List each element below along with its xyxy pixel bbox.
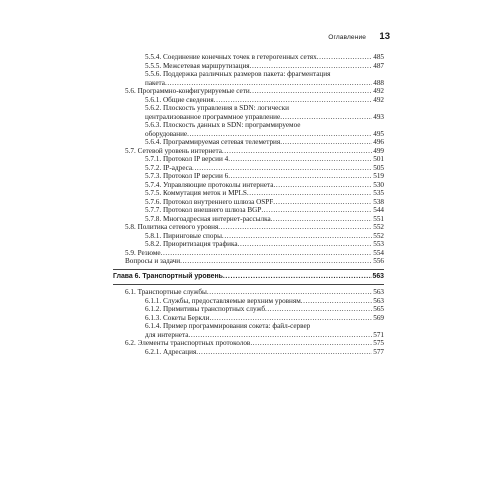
- toc-entry-page: 499: [373, 146, 384, 155]
- toc-entry-page: 571: [373, 330, 384, 339]
- toc-entry-page: 544: [373, 206, 384, 214]
- dot-leader: [280, 113, 372, 122]
- dot-leader: [238, 240, 373, 249]
- toc-entry[interactable]: [113, 257, 384, 266]
- toc-entry-page: 552: [373, 223, 384, 231]
- page-number: 13: [379, 31, 390, 42]
- dot-leader: [250, 339, 372, 348]
- toc-entry[interactable]: [113, 288, 384, 297]
- toc-entry-title: 5.8.2. Приоритизация трафика: [145, 240, 238, 248]
- dot-leader: [218, 223, 372, 232]
- toc-entry-title: 6.2.1. Адресация: [145, 347, 197, 356]
- toc-entry-page: 495: [373, 129, 384, 138]
- dot-leader: [180, 257, 372, 266]
- toc-entry[interactable]: [113, 198, 384, 207]
- toc-entry[interactable]: [113, 138, 384, 147]
- toc-entry-page: 563: [373, 296, 384, 305]
- toc-entry[interactable]: [113, 155, 384, 164]
- toc-entry-title: пакета: [145, 78, 165, 87]
- toc-entry-page: 554: [373, 248, 384, 257]
- dot-leader: [265, 305, 372, 314]
- toc-entry-title-first-line: 5.5.6. Поддержка различных размеров пакета: фрагментация: [145, 70, 331, 78]
- toc-entry-title: 5.9. Резюме: [125, 248, 161, 257]
- toc-chapter-entry[interactable]: [113, 273, 384, 282]
- toc-entry-page: 575: [373, 339, 384, 347]
- dot-leader: [222, 232, 372, 241]
- dot-leader: [273, 198, 372, 207]
- dot-leader: [187, 130, 372, 139]
- dot-leader: [223, 273, 372, 282]
- toc-entry-page: 505: [373, 163, 384, 172]
- toc-entry[interactable]: [113, 96, 384, 105]
- dot-leader: [196, 348, 372, 357]
- dot-leader: [192, 164, 372, 173]
- toc-entry-title: Вопросы и задачи: [125, 257, 181, 265]
- toc-entry[interactable]: [113, 314, 384, 323]
- toc-entry-title: 5.7.8. Многоадресная интернет-рассылка: [145, 214, 271, 223]
- toc-entry-page: 563: [372, 272, 384, 280]
- toc-entry-title: 5.6. Программно-конфигурируемые сети: [125, 87, 250, 95]
- toc-entry-title: 6.2. Элементы транспортных протоколов: [125, 339, 251, 347]
- toc-entry-title: 5.7.2. IP-адреса: [145, 163, 193, 172]
- dot-leader: [250, 62, 373, 71]
- toc-entry-page: 501: [373, 155, 384, 163]
- toc-entry-title-first-line: 6.1.4. Пример программирования сокета: файл-сервер: [145, 322, 311, 330]
- toc-entry-page: 538: [373, 197, 384, 206]
- toc-entry-page: 492: [373, 95, 384, 104]
- dot-leader: [165, 79, 372, 88]
- toc-entry-title: 5.5.5. Межсетевая маршрутизация: [145, 61, 250, 70]
- running-header: [109, 32, 390, 46]
- toc-entry-page: 496: [373, 138, 384, 146]
- chapter-rule-top: [113, 269, 384, 270]
- toc-entry[interactable]: [113, 164, 384, 173]
- toc-entry[interactable]: [113, 232, 384, 241]
- toc-entry[interactable]: [113, 172, 384, 181]
- toc-entry-page: 556: [373, 257, 384, 265]
- toc-entry-title: 5.7.1. Протокол IP версии 4: [145, 155, 229, 163]
- running-header-title: Оглавление: [328, 34, 366, 41]
- toc-entry-title: 5.5.4. Соединение конечных точек в гетерогенных сетях: [145, 53, 317, 61]
- toc-entry-page: 552: [373, 231, 384, 240]
- toc-entry-title: 5.7. Сетевой уровень интернета: [125, 146, 222, 155]
- toc-entry[interactable]: [113, 87, 384, 96]
- dot-leader: [188, 331, 372, 340]
- dot-leader: [207, 288, 372, 297]
- dot-leader: [214, 96, 373, 105]
- dot-leader: [301, 297, 372, 306]
- dot-leader: [161, 249, 373, 258]
- toc-entry-title: 6.1.3. Сокеты Беркли: [145, 313, 210, 322]
- toc-entry-title: для интернета: [145, 330, 189, 339]
- toc-entry-page: 577: [373, 347, 384, 356]
- toc-entry[interactable]: [113, 223, 384, 232]
- toc-entry-title: 6.1.2. Примитивы транспортных служб: [145, 305, 266, 313]
- toc-entry[interactable]: [113, 189, 384, 198]
- toc-entry[interactable]: [113, 339, 384, 348]
- dot-leader: [228, 155, 372, 164]
- toc-entry-title: 5.6.4. Программируемая сетевая телеметрия: [145, 138, 281, 146]
- toc-entry-title: оборудование: [145, 129, 188, 138]
- toc-entry-title: 6.1. Транспортные службы: [125, 288, 207, 296]
- dot-leader: [280, 138, 372, 147]
- toc-entry[interactable]: [113, 206, 384, 215]
- toc-entry[interactable]: [113, 181, 384, 190]
- toc-entry[interactable]: [113, 322, 384, 339]
- toc-entry[interactable]: [113, 297, 384, 306]
- toc-entry-title: 6.1.1. Службы, предоставляемые верхним уровням: [145, 296, 301, 305]
- toc-entry-page: 565: [373, 305, 384, 313]
- toc-entry[interactable]: [113, 215, 384, 224]
- toc-entry-title-first-line: 5.6.3. Плоскость данных в SDN: программируемое: [145, 121, 301, 129]
- toc-entry[interactable]: [113, 240, 384, 249]
- toc-entry-page: 553: [373, 240, 384, 248]
- dot-leader: [250, 87, 373, 96]
- toc-entry-title: 5.7.4. Управляющие протоколы интернета: [145, 180, 274, 189]
- dot-leader: [222, 147, 372, 156]
- toc-entry-title: 5.7.3. Протокол IP версии 6: [145, 172, 229, 180]
- dot-leader: [271, 215, 373, 224]
- toc-entry-page: 530: [373, 180, 384, 189]
- toc-entry[interactable]: [113, 70, 384, 87]
- toc-entry[interactable]: [113, 249, 384, 258]
- toc-entry-title-first-line: 5.6.2. Плоскость управления в SDN: логически: [145, 104, 289, 112]
- toc-entry-page: 487: [373, 61, 384, 70]
- chapter-rule-bottom: [113, 284, 384, 285]
- toc-entry-page: 551: [373, 214, 384, 223]
- toc-entry-title: Глава 6. Транспортный уровень: [113, 272, 223, 280]
- toc-entry[interactable]: [113, 53, 384, 62]
- dot-leader: [247, 189, 372, 198]
- toc-entry-page: 493: [373, 112, 384, 121]
- toc-entry-page: 485: [373, 53, 384, 61]
- toc-entry-title: 5.8.1. Пиринговые споры: [145, 231, 222, 240]
- toc-entry-title: 5.7.6. Протокол внутреннего шлюза OSPF: [145, 197, 274, 206]
- toc-entry-page: 569: [373, 313, 384, 322]
- toc-entry-title: 5.8. Политика сетевого уровня: [125, 223, 219, 231]
- toc-entry-title: 5.6.1. Общие сведения: [145, 95, 214, 104]
- toc-entry-title: 5.7.5. Коммутация меток и MPLS: [145, 189, 247, 197]
- toc-entry[interactable]: [113, 62, 384, 71]
- toc-entry-page: 519: [373, 172, 384, 180]
- toc-entry[interactable]: [113, 147, 384, 156]
- toc-entry-page: 563: [373, 288, 384, 296]
- table-of-contents: [113, 53, 384, 356]
- dot-leader: [261, 206, 372, 215]
- dot-leader: [317, 53, 373, 62]
- toc-entry[interactable]: [113, 104, 384, 121]
- toc-entry[interactable]: [113, 305, 384, 314]
- toc-entry-page: 492: [373, 87, 384, 95]
- toc-entry-title: 5.7.7. Протокол внешнего шлюза BGP: [145, 206, 262, 214]
- toc-entry[interactable]: [113, 121, 384, 138]
- dot-leader: [209, 314, 372, 323]
- toc-entry[interactable]: [113, 348, 384, 357]
- toc-entry-page: 488: [373, 78, 384, 87]
- toc-entry-title: централизованное программное управление: [145, 112, 281, 121]
- dot-leader: [228, 172, 372, 181]
- dot-leader: [273, 181, 372, 190]
- toc-entry-page: 535: [373, 189, 384, 197]
